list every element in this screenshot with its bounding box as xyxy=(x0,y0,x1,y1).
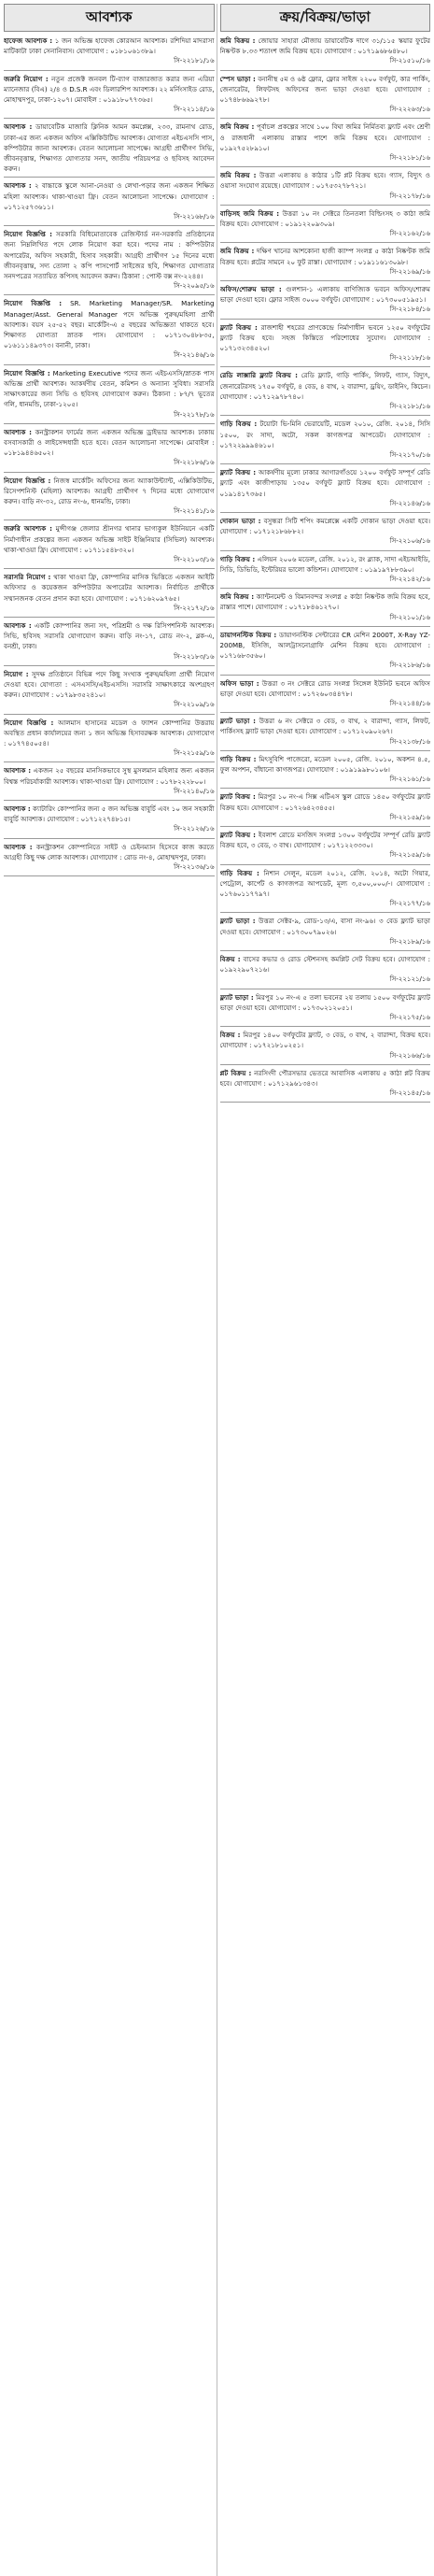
ad-lead: গাড়ি বিক্রয় : xyxy=(219,754,257,763)
ad-reference: সি-২২১৭৫/১৬ xyxy=(389,1014,430,1022)
ad-reference: সি-২২১৭৭/১৬ xyxy=(389,900,430,908)
ad-reference: সি-২২১৭২/১৬ xyxy=(174,604,215,612)
classified-ad xyxy=(220,591,431,627)
ad-lead: জমি বিক্রয় : xyxy=(219,171,257,180)
ad-body: মিরপুর ১৪০০ বর্গফুটের ফ্ল্যাট, ৩ বেড, ৩ বাথ, ২ বারান্দা, বিক্রয় হবে। যোগাযোগ : ০১৭২১৮১০২৫১। xyxy=(219,1031,430,1050)
ad-lead: জমি বিক্রয় : xyxy=(219,122,255,132)
ad-lead: আবশ্যক : xyxy=(4,181,32,191)
ad-lead: আবশ্যক : xyxy=(4,122,33,132)
classified-ad xyxy=(4,804,215,839)
ad-reference: সি-২২১৪০/১৬ xyxy=(174,787,215,795)
ad-body: গুলশান-১ এলাকায় বাণিজ্যিক ভবনে অফিস/শোরুম ভাড়া দেওয়া হবে। ফ্লোর সাইজ ৩০০০ বর্গফুট। যোগাযোগ : ০১৭৩০০৫১৯৫১। xyxy=(219,285,430,305)
ad-body: নিশান সেলুন, মডেল ২০১২, রেজি. ২০১৪, অটো গিয়ার, পেট্রোল, কার্পেট ও কাগজপত্র আপডেট, মূল্য ৩,৫০০,০০০/-। যোগাযোগ : ০১৭৬০১১৭৭৯৭। xyxy=(219,868,430,899)
ad-lead: ফ্ল্যাট বিক্রয় : xyxy=(219,322,258,332)
classified-ad xyxy=(220,370,431,416)
ad-lead: নিয়োগ : xyxy=(4,669,29,678)
classified-ad xyxy=(220,992,431,1028)
ad-lead: গাড়ি বিক্রয় : xyxy=(219,554,256,563)
ad-reference: সি-২২১৫৯/১৬ xyxy=(174,749,215,758)
ad-lead: অফিস ভাড়া : xyxy=(219,678,259,688)
ad-lead: গাড়ি বিক্রয় : xyxy=(219,868,259,877)
ad-lead: আবশ্যক : xyxy=(4,766,32,776)
ad-lead: ফ্ল্যাট বিক্রয় : xyxy=(219,792,256,802)
ad-lead: জমি বিক্রয় : xyxy=(219,247,255,256)
ad-body: টয়োটা ভি-মিনি ভেরায়েটি, মডেল ২০১০, রেজি. ২০১৪, সিসি ১৫০০, রং সাদা, অটো, সকল কাগজপত্র আপডেট। যোগাযোগ : ০১৭২২৯৯৯৪৬১০। xyxy=(219,420,430,449)
right-column-header: ক্রয়/বিক্রয়/ভাড়া xyxy=(220,4,431,32)
classified-ad xyxy=(220,678,431,714)
ad-body: রেডি ফ্ল্যাট, গাড়ি পার্কিং, লিফট, গ্যাস, বিদ্যুৎ, জেনারেটরসহ ১৭৫০ বর্গফুট, ৪ বেড, ৪ বাথ, ২ বারান্দা, ড্রয়িং, ডাইনিং, কিচেন। যোগাযোগ : ০১৭১২৯৭৮৭৪০। xyxy=(219,371,430,401)
classified-ad xyxy=(4,765,215,801)
ad-body: একটি কোম্পানির জন্য সৎ, পরিশ্রমী ও দক্ষ রিসিপশনিস্ট আবশ্যক। সিভি, ছবিসহ সরাসরি যোগাযোগ করুন। বাড়ি নং-১৭, রোড নং-২, ব্লক-এ, বনশ্রী, ঢাকা। xyxy=(4,620,215,651)
ad-reference: সি-২২১১৮/১৬ xyxy=(389,354,430,363)
ad-reference: সি-২২১৬৬/১৬ xyxy=(389,1051,430,1060)
ad-body: উত্তরা সেক্টর-৯, রোড-১৩/এ, বাসা নং-৯৬। ৩ বেড ফ্ল্যাট ভাড়া দেওয়া হবে। যোগাযোগ : ০১৭৩০০৭৯০২৬। xyxy=(219,917,430,936)
ad-body: সরকারি বিধিমোতাবেক রেজিস্টার্ড নন-সরকারি প্রতিষ্ঠানের জন্য নিম্নলিখিত পদে লোক নিয়োগ করা হবে। পদের নাম : কম্পিউটার অপারেটর, অফিস সহকারী, হিসাব সহকারী। আগ্রহী প্রার্থীগণ ১৫ দিনের মধ্যে জীবনবৃত্তান্ত, সদ্য তোলা ২ কপি পাসপোর্ট সাইজের ছবি, শিক্ষাগত যোগ্যতার সনদপত্রের সত্যায়িত কপিসহ আবেদন করুন। ঠিকানা : পোস্ট বক্স নং-২২৪৪। xyxy=(4,230,215,281)
ad-body: ক্যাটারিং কোম্পানির জন্য ৫ জন অভিজ্ঞ বাবুর্চি এবং ১০ জন সহকারী বাবুর্চি আবশ্যক। যোগাযোগ : ০১৭১২২৭৪৮১৫। xyxy=(4,804,215,824)
ad-lead: গাড়ি বিক্রয় : xyxy=(219,420,258,429)
classified-ad xyxy=(220,322,431,368)
classified-ad xyxy=(4,572,215,618)
classified-ad xyxy=(220,1030,431,1065)
ad-reference: সি-২২১৮৯/১৬ xyxy=(389,937,430,946)
ad-body: SR. Marketing Manager/SR. Marketing Manager/Asst. General Manager পদে অভিজ্ঞ পুরুষ/মহিলা প্রার্থী আবশ্যক। বয়স ২৫-৫২ বছর। মার্কেটিং-এ ৫ বছরের অভিজ্ঞতা থাকতে হবে। শিক্ষাগত যোগ্যতা স্নাতক পাস। যোগাযোগ : ০১৭১৩০৪৮৮৩৫, ০১৬১১১৪৯৩৭৩। বনানী, ঢাকা। xyxy=(4,299,215,350)
ad-lead: ফ্ল্যাট ভাড়া : xyxy=(219,917,256,926)
ad-reference: সি-২২১৮১/১৬ xyxy=(389,403,430,411)
ad-reference: সি-২২১৮৩/১৬ xyxy=(174,652,215,661)
ad-body: বনানীস্থ ৫ম ও ৬ষ্ঠ ফ্লোর, ফ্লোর সাইজ ২২০০ বর্গফুট, কার পার্কিং, জেনারেটর, লিফটসহ অফিসের জন্য ভাড়া দেওয়া হবে। যোগাযোগ : ০১৭৪৮৬৬৯২৭৮। xyxy=(219,74,430,105)
ad-lead: নিয়োগ বিজ্ঞপ্তি : xyxy=(4,368,50,377)
ad-body: নিজস্ব মার্কেটিং অফিসের জন্য অ্যাকাউন্ট্যান্ট, এক্সিকিউটিভ, রিসেপশনিস্ট (মহিলা) আবশ্যক। আগ্রহী প্রার্থীগণ ৭ দিনের মধ্যে যোগাযোগ করুন। বাড়ি নং-৩২, রোড নং-৬, ধানমন্ডি, ঢাকা। xyxy=(4,476,215,505)
classified-ad xyxy=(220,868,431,914)
ad-body: বাসের কভার ও রোড স্টেশনসহ কমপ্লিট সেট বিক্রয় হবে। যোগাযোগ : ০১৯২২৯০৭২১৬। xyxy=(219,955,430,975)
ad-reference: সি-২২১৮৬/১৬ xyxy=(389,662,430,670)
left-ads-list xyxy=(4,36,215,2576)
ad-reference: সি-২২১৬১/১৬ xyxy=(389,776,430,784)
ad-reference: সি-২২১৬৯/১৬ xyxy=(389,267,430,276)
ad-body: মিরপুর ১০ নং-এ ৫ তলা ভবনের ২য় তলায় ১৫০০ বর্গফুটের ফ্ল্যাট ভাড়া দেওয়া হবে। যোগাযোগ : ০১৭৩০২১২০৫১। xyxy=(219,992,430,1012)
right-ads-list xyxy=(220,36,431,2576)
classified-ad xyxy=(220,516,431,551)
classified-ad xyxy=(4,476,215,521)
ad-body: কনস্ট্রাকশন ফার্মের জন্য একজন অভিজ্ঞ ড্রাইভার আবশ্যক। ঢাকায় বসবাসকারী ও লাইসেন্সধারী হতে হবে। বেতন আলোচনা সাপেক্ষে। মোবাইল : ০১৮১৯৪৪৬৫০২। xyxy=(4,427,215,458)
ad-body: দক্ষিণ খানের আশকোনা হাজী ক্যাম্প সংলগ্ন ৫ কাঠা নিষ্কণ্টক জমি বিক্রয় হবে। প্লটের সামনে ২০ ফুট রাস্তা। যোগাযোগ : ০১৯১১৬১৩০৯৮। xyxy=(219,247,430,266)
ad-lead: অফিস/শোরুম ভাড়া : xyxy=(219,285,282,294)
ad-body: ডায়াবেটিক মাজারি ক্লিনিক আমন কমপ্লেক্স, ২৩৩, রামনাথ রোড, ঢাকা-এর জন্য একজন অফিস এক্সিকিউটিভ আবশ্যক। যোগ্যতা এইচএসসি পাস, কম্পিউটার জানা আবশ্যক। বেতন আলোচনা সাপেক্ষে। আগ্রহী প্রার্থীগণ সিভি, জীবনবৃত্তান্ত, শিক্ষাগত যোগ্যতার সনদ, জাতীয় পরিচয়পত্র ও ছবিসহ আবেদন করুন। xyxy=(4,122,215,174)
ad-lead: ফ্ল্যাট ভাড়া : xyxy=(219,992,254,1002)
ad-reference: সি-২২১৪২/১৬ xyxy=(389,575,430,583)
ad-body: উত্তরা এলাকায় ৪ কাঠার ১টি প্লট বিক্রয় হবে। গ্যাস, বিদ্যুৎ ও ওয়াসা সংযোগ রয়েছে। যোগাযোগ : ০১৭৫৩২৭৮৭২১। xyxy=(219,171,430,191)
ad-lead: সরাসরি নিয়োগ : xyxy=(4,573,51,582)
classified-ad xyxy=(4,298,215,364)
ad-lead: আবশ্যক : xyxy=(4,620,32,630)
ad-reference: সি-২২১৭৮/১৬ xyxy=(389,192,430,200)
ad-body: Marketing Executive পদের জন্য এইচএসসি/স্নাতক পাস অভিজ্ঞ প্রার্থী আবশ্যক। আকর্ষণীয় বেতন, কমিশন ও অন্যান্য সুবিধা। সরাসরি সাক্ষাৎকারের জন্য সিভি ও ছবিসহ যোগাযোগ করুন। ঠিকানা : ৮৭/৭ ভূতের গলি, ধানমন্ডি, ঢাকা-১২০৫। xyxy=(4,368,215,409)
ad-body: আকর্ষণীয় মূল্যে ঢাকার আগারগাঁওয়ে ১২০০ বর্গফুট সম্পূর্ণ রেডি ফ্ল্যাট এবং কাজীপাড়ায় ১৩৫০ বর্গফুট ফ্ল্যাট বিক্রয় হবে। যোগাযোগ : ০১৯১৪১৭৩৬৫। xyxy=(219,468,430,498)
ad-lead: নিয়োগ বিজ্ঞপ্তি : xyxy=(4,476,51,485)
classified-ad xyxy=(220,1068,431,1103)
ad-reference: সি-২২১০১/১৬ xyxy=(389,613,430,621)
ad-reference: সি-২২১২৬/১৬ xyxy=(174,825,215,833)
ad-body: নতুন প্রজেক্ট জনবল টি-ব্যাগ বাজারজাত করার জন্য এরিয়া ম্যানেজার (বিএ) ২/৪ ও D.S.R এবং ডিলারশিপ আবশ্যক। ২২ মর্নিংসাইড রোড, মোহাম্মদপুর, ঢাকা-১২০৭। মোবাইল : ০১৯১৮০৭৭৩৬৫। xyxy=(4,74,215,105)
left-column-header: আবশ্যক xyxy=(4,4,215,32)
ad-lead: জরুরি নিয়োগ : xyxy=(4,74,49,83)
classified-ad xyxy=(220,954,431,989)
classified-ad xyxy=(4,620,215,666)
ad-reference: সি-২২১০৬/১৬ xyxy=(389,537,430,546)
classified-ad xyxy=(220,36,431,71)
ad-body: বসুন্ধরা সিটি শপিং কমপ্লেক্সে একটি দোকান ভাড়া দেওয়া হবে। যোগাযোগ : ০১৭১২১৮৬৮৮২। xyxy=(219,516,430,536)
ad-reference: সি-২২১৪৬/১৬ xyxy=(389,499,430,507)
classified-ad xyxy=(4,368,215,424)
ad-body: রাজশাহী শহরের প্রাণকেন্দ্রে নির্মাণাধীন ভবনে ১২৫০ বর্গফুটের ফ্ল্যাট বিক্রয় হবে। সহজ কিস্তিতে পরিশোধের সুযোগ। যোগাযোগ : ০১৭১৩২৩৪৫২০। xyxy=(219,322,430,353)
classified-ad xyxy=(4,523,215,569)
ad-reference: সি-২২১০৯/১৬ xyxy=(174,701,215,709)
ad-body: ডায়াগনস্টিক সেন্টারের CR মেশিন 2000T, X-Ray YZ-200MB, ইসিজি, আলট্রাসনোগ্রাফি মেশিন বিক্রয় হবে। যোগাযোগ : ০১৭১৬৮৩৫৬০। xyxy=(219,630,430,661)
classified-ad xyxy=(220,208,431,244)
classified-ad xyxy=(220,754,431,790)
ad-lead: নিয়োগ বিজ্ঞপ্তি : xyxy=(4,718,54,727)
ad-body: মুন্সীগঞ্জ জেলার শ্রীনগর থানার ভাগ্যকুল ইউনিয়নে একটি নির্মাণাধীন প্রকল্পের জন্য একজন অভিজ্ঞ সাইট ইঞ্জিনিয়ার (সিভিল) আবশ্যক। থাকা-খাওয়া ফ্রি। যোগাযোগ : ০১৭১১৫৪৮৩২০। xyxy=(4,524,215,554)
classified-ad xyxy=(4,36,215,71)
classified-ad xyxy=(220,246,431,281)
classified-ad xyxy=(220,467,431,513)
classified-ad xyxy=(4,180,215,226)
ad-body: উত্তরা ৬ নং সেক্টরে ৩ বেড, ৩ বাথ, ২ বারান্দা, গ্যাস, লিফট, পার্কিংসহ ফ্ল্যাট ভাড়া দেওয়া হবে। যোগাযোগ : ০১৭১২০৯০২৬৭। xyxy=(219,717,430,736)
classified-ad xyxy=(220,419,431,464)
ad-body: থাকা খাওয়া ফ্রি, কোম্পানির মাসিক ভিত্তিতে একজন আইটি অফিসার ও কয়েকজন কম্পিউটার অপারেটর আবশ্যক। নির্বাচিত প্রার্থীকে সম্মানজনক বেতন প্রদান করা হবে। যোগাযোগ : ০১৭১৬২০৯৭৬৫। xyxy=(4,573,215,603)
ad-body: নরসিংদী পৌরসভার ভেতরে আবাসিক এলাকায় ৫ কাঠা প্লট বিক্রয় হবে। যোগাযোগ : ০১৭১২৯৬১৩৪৩। xyxy=(219,1068,430,1089)
classified-ad xyxy=(220,554,431,590)
ad-body: পূর্বাচল প্রকল্পের সাথে ১০০ বিঘা জমির নির্মিতব্য ফ্ল্যাট এবং শ্রেণী ও রাজধানী এলাকায় রাস্তার পাশে জমি বিক্রয় হবে। যোগাযোগ : ০১৯২৭৫২৮৯১০। xyxy=(219,122,430,152)
ad-body: ১ জন অভিজ্ঞ হাফেজ কোরআন আবশ্যক। রশিদিয়া মাদরাসা মাটিকাটা ঢাকা সেনানিবাস। যোগাযোগ : ০১৮১০৬১৩৮৯। xyxy=(4,36,215,56)
classified-ad xyxy=(220,630,431,676)
classified-ad xyxy=(4,427,215,473)
ad-lead: রেডি লাক্সারি ফ্ল্যাট বিক্রয় : xyxy=(219,371,298,380)
ad-lead: জমি বিক্রয় : xyxy=(219,592,255,602)
classified-ad xyxy=(220,284,431,320)
classified-ad xyxy=(4,842,215,877)
ad-body: উত্তরা ১০ নং সেক্টরে তিনতলা বিল্ডিংসহ ৩ কাঠা জমি বিক্রয় হবে। যোগাযোগ : ০১৯১২২০৯৩০৯। xyxy=(219,208,430,229)
ad-reference: সি-২১৫১০/১৬ xyxy=(389,57,430,65)
classified-ad xyxy=(4,229,215,295)
ad-lead: আবশ্যক : xyxy=(4,804,31,813)
right-column xyxy=(220,4,431,2576)
ad-lead: নিয়োগ বিজ্ঞপ্তি : xyxy=(4,230,52,239)
ad-reference: সি-২২২৬৩/১৬ xyxy=(389,106,430,114)
ad-lead: ফ্ল্যাট ভাড়া : xyxy=(219,717,256,726)
ad-lead: ফ্ল্যাট বিক্রয় : xyxy=(219,468,257,477)
ad-lead: জরুরি আবশ্যক : xyxy=(4,524,52,534)
ad-reference: সি-২২১৪৫/১৬ xyxy=(389,1089,430,1098)
ad-lead: দোকান ভাড়া : xyxy=(219,516,261,525)
classified-ad xyxy=(220,74,431,120)
ad-lead: বিক্রয় : xyxy=(219,955,241,964)
classified-ad xyxy=(4,121,215,178)
ad-lead: জমি বিক্রয় : xyxy=(219,36,256,45)
ad-reference: সি-২২১৬২/১৬ xyxy=(389,230,430,238)
ad-reference: সি-২২১৮১/১৬ xyxy=(389,154,430,163)
ad-lead: ফ্ল্যাট বিক্রয় : xyxy=(219,831,257,839)
ad-body: ইবলাশ রোডে মসজিদ সংলগ্ন ১৩০০ বর্গফুটের সম্পূর্ণ রেডি ফ্ল্যাট বিক্রয় হবে, ৩ বেড, ৩ বাথ। যোগাযোগ : ০১৭১২২৩৩৩০। xyxy=(219,831,430,850)
classified-ad xyxy=(220,170,431,206)
ad-body: একজন ২৫ বছরের মানসিকভাবে সুস্থ মুসলমান মহিলার জন্য একজন বিশ্বস্ত পরিচর্যাকারী আবশ্যক। থাকা-খাওয়া ফ্রি। যোগাযোগ : ০১৭৮২২২৮০০। xyxy=(4,766,215,786)
ad-lead: হাফেজ আবশ্যক : xyxy=(4,36,53,45)
ad-reference: সি-২২১৪১/১৬ xyxy=(174,507,215,516)
ad-lead: স্পেস ভাড়া : xyxy=(219,74,256,83)
ad-reference: সি-২২১১৪/১৬ xyxy=(174,106,215,114)
ad-reference: সি-২২১৮৬/১৬ xyxy=(174,459,215,467)
ad-reference: সি-২২১৬৮/১৬ xyxy=(174,213,215,221)
ad-body: উত্তরা ৩ নং সেক্টরে রোড সংলগ্ন সিঙ্গেল ইউনিট ভবনে অফিস ভাড়া দেওয়া হবে। যোগাযোগ : ০১৭২৬০৩৪৪৭৮। xyxy=(219,678,430,698)
ad-reference: সি-২২০৯৫/১৬ xyxy=(174,282,215,291)
ad-body: জোয়ার সাহারা মৌজায় ডায়াবেটিক দাগে ৩১/১১৫ স্কয়ার ফুটের নিষ্কণ্টক ৮.৩৩ শতাংশ জমি বিক্রয় হবে। যোগাযোগ : ০১৭১৯৬৮৬৪৮০। xyxy=(219,36,430,56)
ad-body: মিরপুর ১০ নং-এ সিক্স এটিএস স্কুল রোডে ১৪৫০ বর্গফুটের ফ্ল্যাট বিক্রয় হবে। যোগাযোগ : ০১৭২৬৪২৩৪৫৫। xyxy=(219,792,430,812)
ad-reference: সি-২২১৫৯/১৬ xyxy=(389,851,430,860)
ad-reference: সি-২২১৫৯/১৬ xyxy=(389,813,430,821)
ad-lead: বাড়িসহ জমি বিক্রয় : xyxy=(219,208,280,218)
ad-lead: আবশ্যক : xyxy=(4,427,33,436)
ad-reference: সি-২২১৪৬/১৬ xyxy=(174,351,215,360)
ad-body: ক্যান্টনমেন্ট ও বিমানবন্দর সংলগ্ন ৫ কাঠা নিষ্কণ্টক জমি বিক্রয় হবে, রাস্তার পাশে। যোগাযোগ : ০১৭১৮৪৬১২৭০। xyxy=(219,592,430,612)
ad-body: এলিয়ন ২০০৬ মডেল, রেজি. ২০১২, রং ব্ল্যাক, সাদা এইচআইডি, সিডি, ডিভিডি, ইন্টেরিয়র ভালো কন্ডিশন। যোগাযোগ : ০১৯১৯৭৮৮৩৯০। xyxy=(219,554,430,574)
ad-lead: প্লট বিক্রয় : xyxy=(219,1068,252,1077)
classified-ad xyxy=(220,916,431,951)
ad-body: সুদক্ষ প্রতিষ্ঠানে বিভিন্ন পদে কিছু সংখ্যক পুরুষ/মহিলা প্রার্থী নিয়োগ দেওয়া হবে। যোগ্যতা : এসএসসি/এইচএসসি। সরাসরি সাক্ষাৎকারে অংশগ্রহণ করুন। যোগাযোগ : ০১৭৯৮৩৫২৪১০। xyxy=(4,669,215,700)
ad-body: আলমাস হাসানের মডেল ও ফ্যাশন কোম্পানির উত্তরায় অবস্থিত প্রধান কার্যালয়ের জন্য ১ জন অভিজ্ঞ হিসাবরক্ষক আবশ্যক। যোগাযোগ : ০১৭৭৪৫০৫৪। xyxy=(4,718,215,747)
classified-ad xyxy=(4,718,215,763)
ad-reference: সি-২২১৩৬/১৬ xyxy=(174,863,215,872)
ad-body: কনস্ট্রাকশন কোম্পানিতে সাইট ও চেইনম্যান হিসেবে কাজ করতে আগ্রহী কিছু দক্ষ লোক আবশ্যক। যোগাযোগ : রোড নং-৪, মোহাম্মদপুর, ঢাকা। xyxy=(4,842,215,861)
ad-reference: সি-২২১৪৪/১৬ xyxy=(389,699,430,707)
classified-ad xyxy=(220,791,431,827)
ad-lead: ডায়াগনস্টিক বিক্রয় : xyxy=(219,630,277,639)
classified-ad xyxy=(220,830,431,865)
ad-body: ২ বাচ্চাকে স্কুলে আনা-নেওয়া ও লেখা-পড়ার জন্য একজন শিক্ষিত মহিলা আবশ্যক। থাকা-খাওয়া ফ্রি। বেতন আলোচনা সাপেক্ষে। যোগাযোগ : ০১৭১২৫৭৩৬১১। xyxy=(4,181,215,211)
ad-reference: সি-২২১২১/১৬ xyxy=(389,975,430,984)
ad-lead: বিক্রয় : xyxy=(219,1031,241,1040)
left-column xyxy=(4,4,215,2576)
ad-body: মিৎসুবিশি পাজেরো, মডেল ২০০৫, রেজি. ২০১০, অকশন ৪.৫, ফুল অপশন, বাঁধানো কাগজপত্র। যোগাযোগ : ০১৯১৯৯৮০১০৬। xyxy=(219,754,430,774)
ad-reference: সি-২২১৭০/১৬ xyxy=(389,450,430,459)
ad-reference: সি-২২১৭৮/১৬ xyxy=(174,410,215,419)
ad-reference: সি-২২১০৩/১৬ xyxy=(174,555,215,563)
ad-lead: নিয়োগ বিজ্ঞপ্তি : xyxy=(4,299,63,308)
classified-ad xyxy=(220,716,431,751)
classified-ad xyxy=(220,121,431,167)
ad-reference: সি-২২১৮৪/১৬ xyxy=(389,306,430,314)
classified-ad xyxy=(4,669,215,715)
ad-reference: সি-২২১৩৮/১৬ xyxy=(389,737,430,746)
ad-reference: সি-২২১৮১/১৬ xyxy=(174,57,215,65)
ad-lead: আবশ্যক : xyxy=(4,842,33,851)
classified-ad xyxy=(4,74,215,120)
